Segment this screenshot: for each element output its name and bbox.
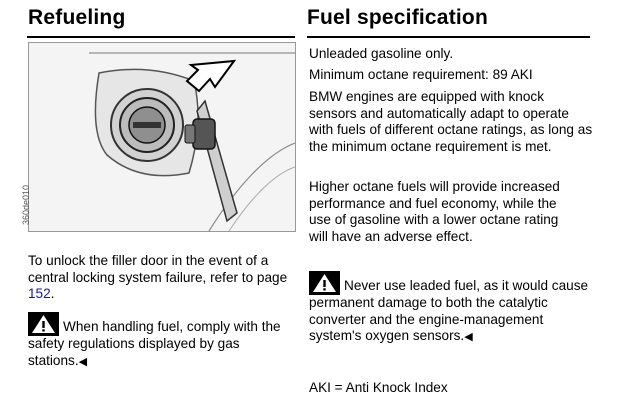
unlock-filler-door-paragraph <box>28 253 298 303</box>
page-reference-link[interactable]: 152 <box>28 286 51 301</box>
higher-octane-paragraph: Higher octane fuels will provide increased performance and fuel economy, while the use of gasoline with a lower octane rating will have an adverse effect. <box>309 179 560 244</box>
warning-text: When handling fuel, comply with the safety regulations displayed by gas stations. <box>28 319 281 368</box>
end-mark: ◀ <box>78 355 88 368</box>
section-heading-refueling: Refueling <box>28 6 126 29</box>
fuel-filler-illustration <box>21 42 296 232</box>
leaded-fuel-warning <box>309 271 589 346</box>
end-mark: ◀ <box>464 331 473 343</box>
heading-rule <box>307 36 590 38</box>
aki-definition: AKI = Anti Knock Index <box>309 380 448 395</box>
unleaded-only-text: Unleaded gasoline only. <box>309 46 454 61</box>
unlock-text-end: . <box>50 286 55 301</box>
unlock-text: To unlock the filler door in the event of a central locking system failure, refer to page <box>28 253 288 285</box>
octane-requirement-text: Minimum octane requirement: 89 AKI <box>309 67 533 82</box>
figure-code: 360de010 <box>21 184 31 225</box>
section-heading-fuel-specification: Fuel specification <box>307 6 488 29</box>
knock-sensor-paragraph: BMW engines are equipped with knock sensors and automatically adapt to operate with fuels of different octane ratings, as long as the minimum octane requirement is met. <box>309 89 593 154</box>
fuel-filler-drawing <box>29 43 295 231</box>
fuel-handling-warning <box>28 312 298 370</box>
warning-icon <box>28 312 59 336</box>
heading-rule <box>27 36 295 38</box>
warning-icon <box>309 271 340 295</box>
warning-text: Never use leaded fuel, as it would cause permanent damage to both the catalytic converter and the engine-management system's oxygen sensors. <box>309 278 589 343</box>
